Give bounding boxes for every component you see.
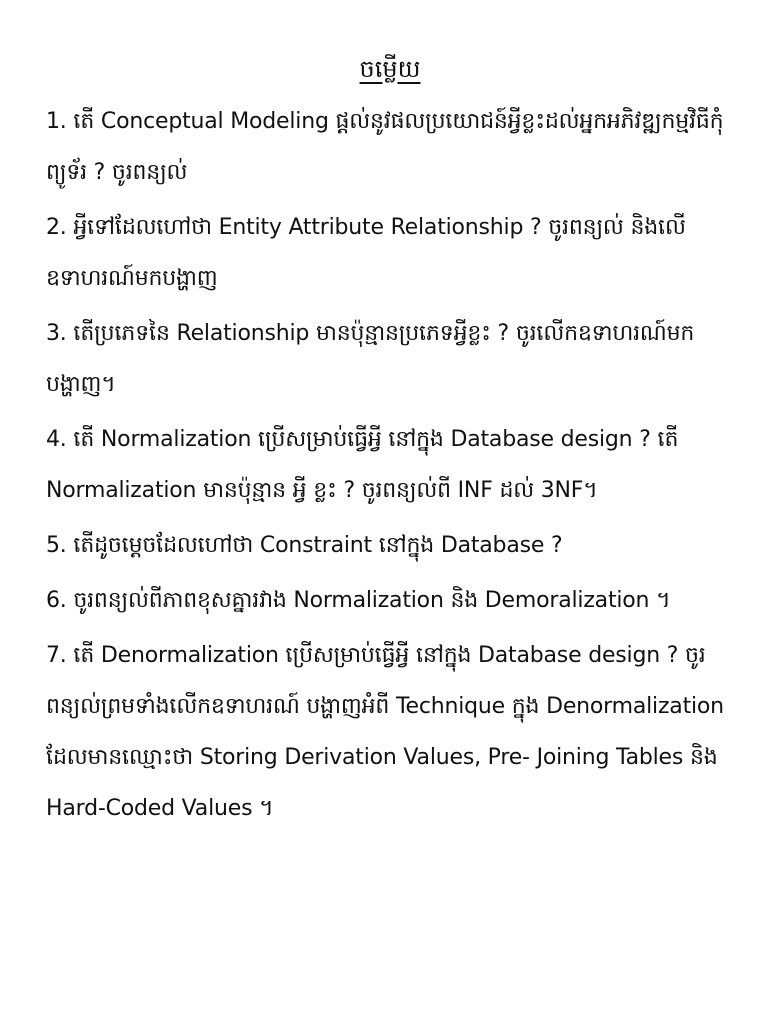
question-item-2: 2. អ្វីទៅដែលហៅថា Entity Attribute Relationship ? ចូរពន្យល់ និងលើឧទាហរណ៍មកបង្ហាញ — [46, 215, 686, 291]
question-list — [46, 96, 724, 834]
question-item-7: 7. តើ Denormalization ប្រើសម្រាប់ធ្វើអ្វី នៅក្នុង Database design ? ចូរពន្យល់ព្រមទាំងលើកឧទាហរណ៍ បង្ហាញអំពី Technique ក្នុង Denormalization ដែលមានឈ្មោះថា Storing Derivation Values, Pre- Joining Tables និង Hard-Coded Values ។ — [46, 643, 724, 821]
question-item-3: 3. តើប្រភេទនៃ Relationship មានប៉ុន្មានប្រភេទអ្វីខ្លះ ? ចូរលើកឧទាហរណ៍មកបង្ហាញ។ — [46, 321, 695, 397]
question-item-1: 1. តើ Conceptual Modeling ផ្តល់នូវផលប្រយោជន៍អ្វីខ្លះដល់អ្នកអភិវឌ្ឍកម្មវិធីកុំព្យូទ័រ ? ចូរពន្យល់ — [46, 109, 724, 185]
question-item-4: 4. តើ Normalization ប្រើសម្រាប់ធ្វើអ្វី នៅក្នុង Database design ? តើ Normalization មានប៉ុន្មាន អ្វី ខ្លះ ? ចូរពន្យល់ពី INF ដល់ 3NF។ — [46, 427, 679, 503]
question-item-6: 6. ចូរពន្យល់ពីភាពខុសគ្នារវាង Normalization និង Demoralization ។ — [46, 588, 671, 613]
page-title: ចម្លើយ — [359, 55, 421, 83]
question-item-5: 5. តើដូចម្តេចដែលហៅថា Constraint នៅក្នុង Database ? — [46, 533, 563, 558]
